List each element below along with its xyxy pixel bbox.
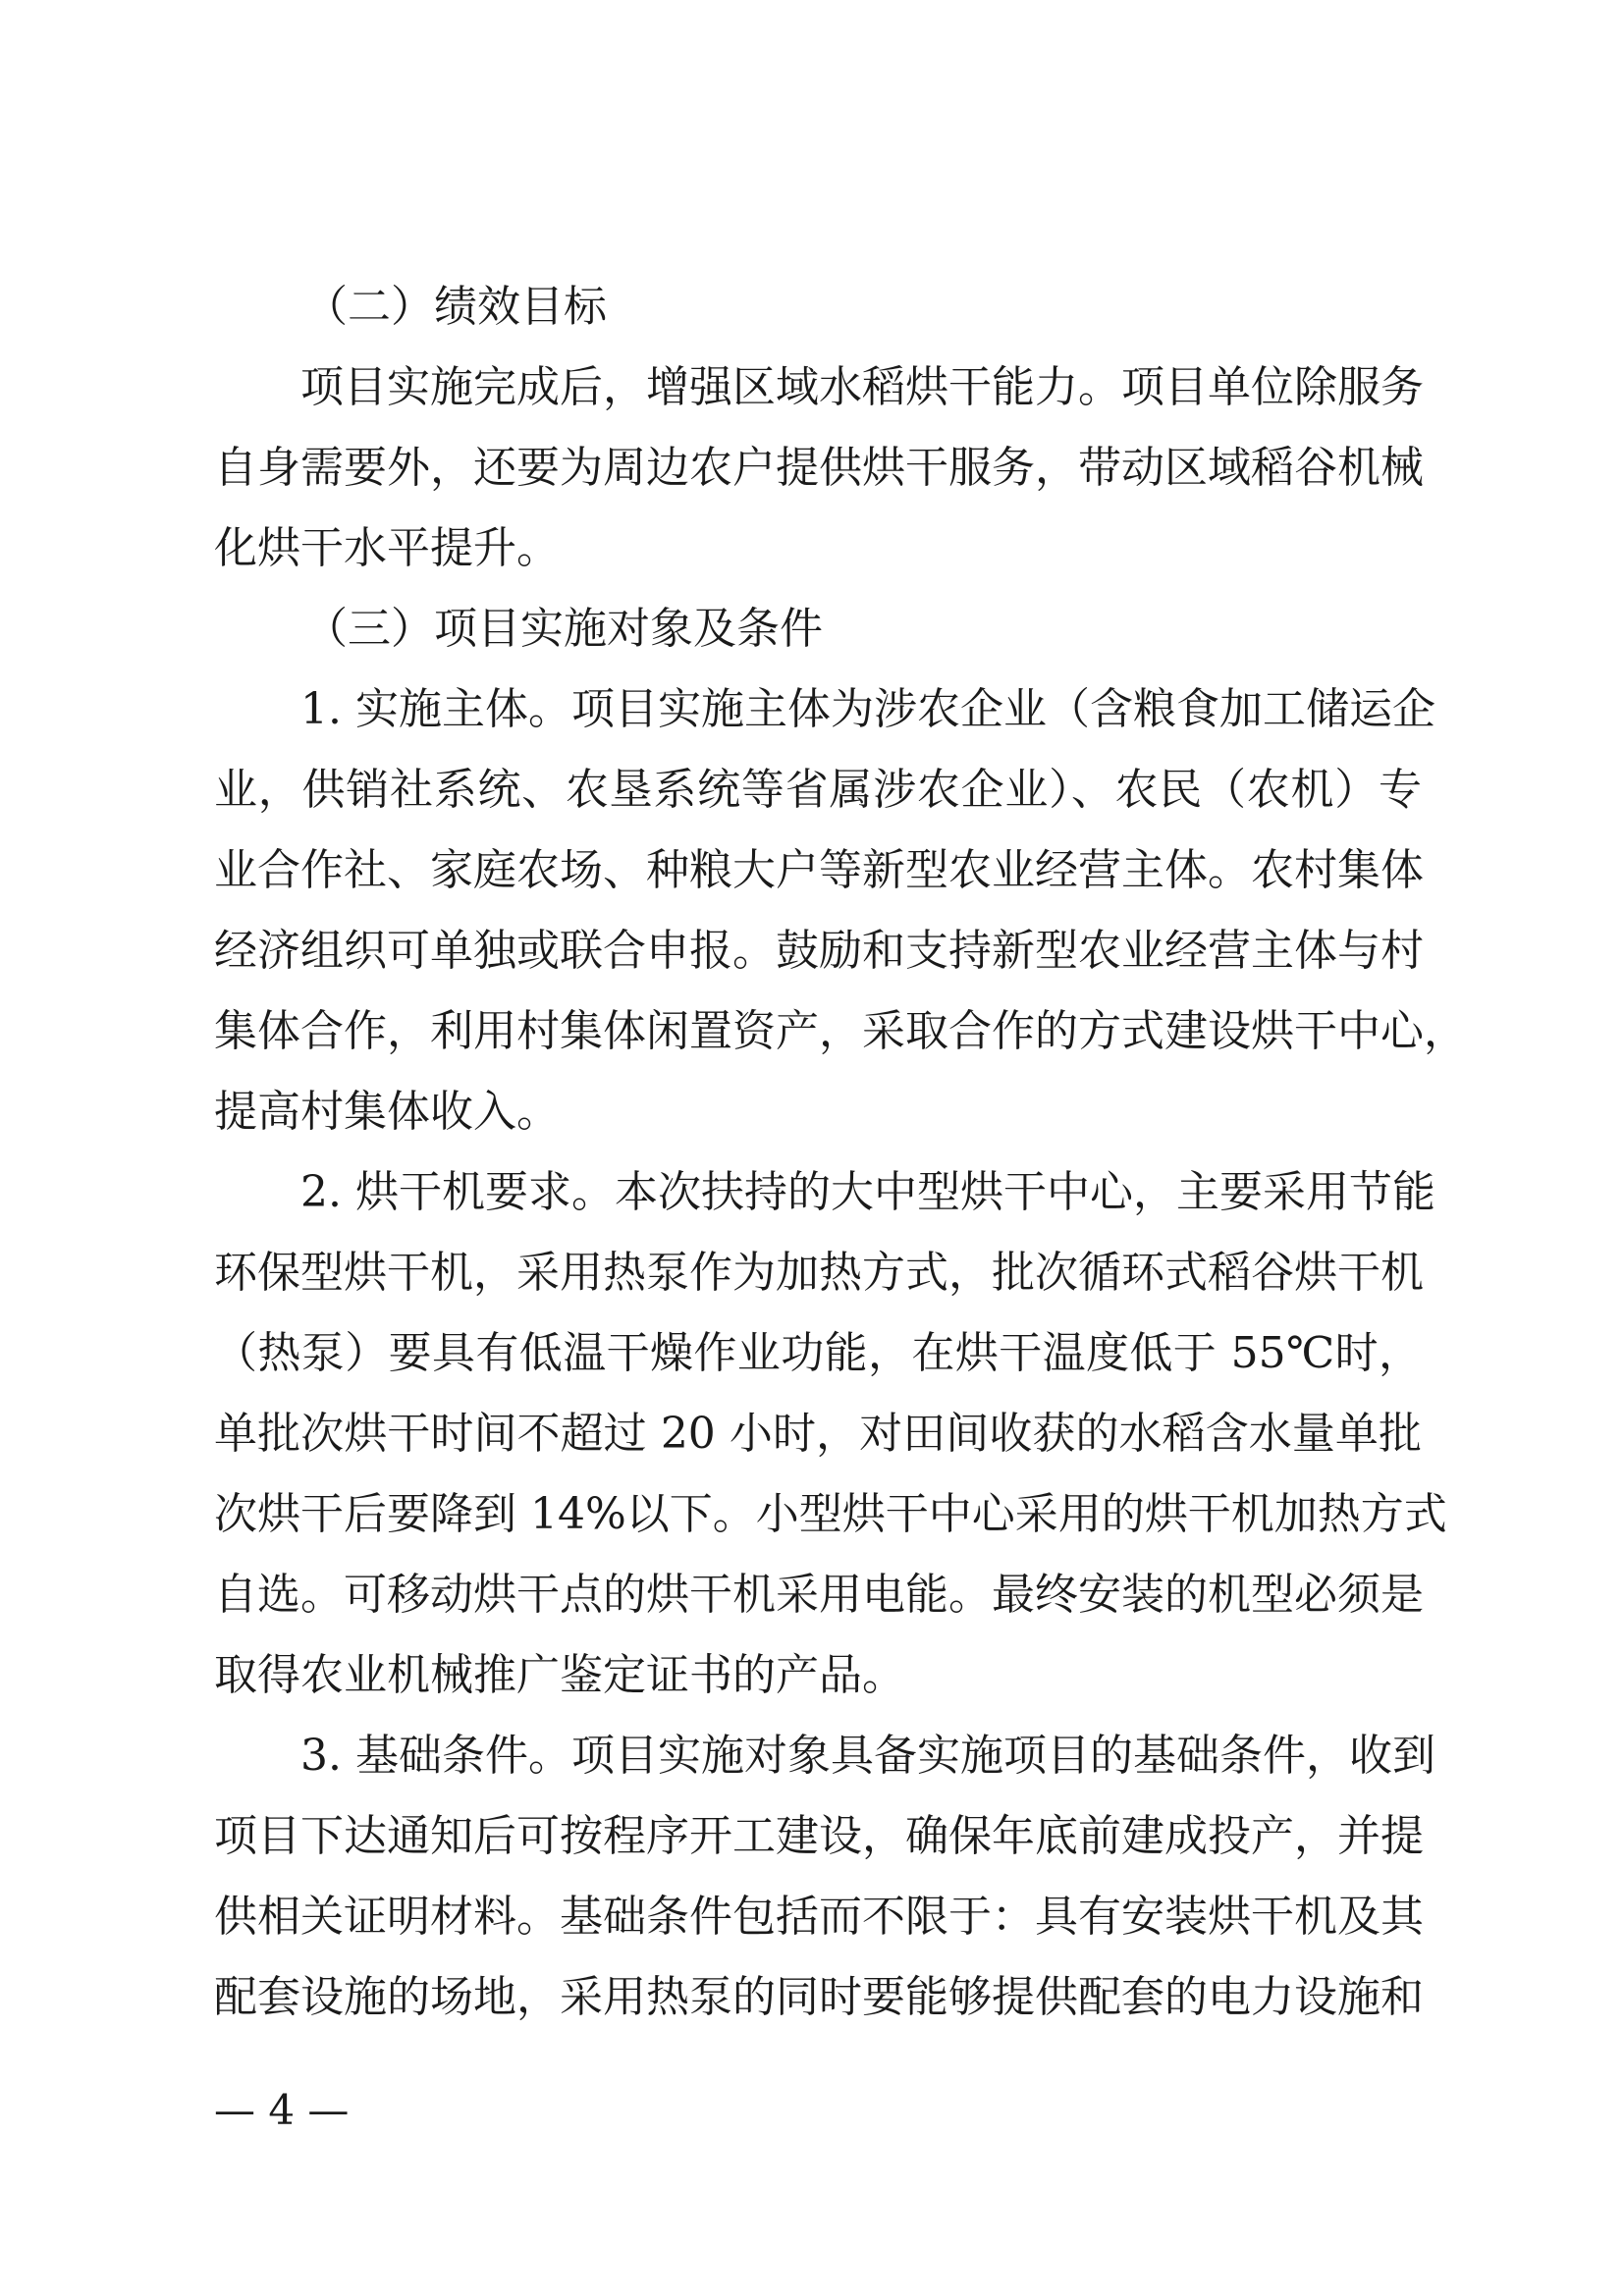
paragraph-line: 项目实施完成后，增强区域水稻烘干能力。项目单位除服务 xyxy=(300,362,1424,412)
paragraph-line: 单批次烘干时间不超过 20 小时，对田间收获的水稻含水量单批 xyxy=(214,1409,1422,1459)
paragraph-line: 经济组织可单独或联合申报。鼓励和支持新型农业经营主体与村 xyxy=(214,926,1424,976)
document-body xyxy=(214,267,1467,2038)
section-heading: （二）绩效目标 xyxy=(304,282,607,332)
paragraph-line: 环保型烘干机，采用热泵作为加热方式，批次循环式稻谷烘干机 xyxy=(214,1248,1424,1298)
paragraph-line: 业合作社、家庭农场、种粮大户等新型农业经营主体。农村集体 xyxy=(214,845,1424,895)
paragraph-line: 配套设施的场地，采用热泵的同时要能够提供配套的电力设施和 xyxy=(214,1972,1424,2022)
paragraph-line: 业，供销社系统、农垦系统等省属涉农企业）、农民（农机）专 xyxy=(214,765,1422,815)
paragraph-line: 集体合作，利用村集体闲置资产，采取合作的方式建设烘干中心， xyxy=(214,1006,1467,1056)
paragraph-line: 2. 烘干机要求。本次扶持的大中型烘干中心，主要采用节能 xyxy=(300,1167,1435,1217)
paragraph-line: 3. 基础条件。项目实施对象具备实施项目的基础条件，收到 xyxy=(300,1731,1435,1781)
paragraph-line: 取得农业机械推广鉴定证书的产品。 xyxy=(214,1650,905,1700)
paragraph-line: 1. 实施主体。项目实施主体为涉农企业（含粮食加工储运企 xyxy=(300,684,1435,734)
paragraph-line: 自选。可移动烘干点的烘干机采用电能。最终安装的机型必须是 xyxy=(214,1570,1424,1620)
paragraph-line: 供相关证明材料。基础条件包括而不限于：具有安装烘干机及其 xyxy=(214,1892,1424,1942)
paragraph-line: （热泵）要具有低温干燥作业功能，在烘干温度低于 55℃时， xyxy=(214,1328,1422,1378)
section-heading: （三）项目实施对象及条件 xyxy=(304,604,823,654)
paragraph-line: 自身需要外，还要为周边农户提供烘干服务，带动区域稻谷机械 xyxy=(214,443,1424,493)
paragraph-line: 提高村集体收入。 xyxy=(214,1087,560,1137)
page-number: — 4 — xyxy=(214,2086,350,2134)
paragraph-line: 化烘干水平提升。 xyxy=(214,523,560,573)
paragraph-line: 次烘干后要降到 14%以下。小型烘干中心采用的烘干机加热方式 xyxy=(214,1489,1447,1539)
paragraph-line: 项目下达通知后可按程序开工建设，确保年底前建成投产，并提 xyxy=(214,1811,1424,1861)
